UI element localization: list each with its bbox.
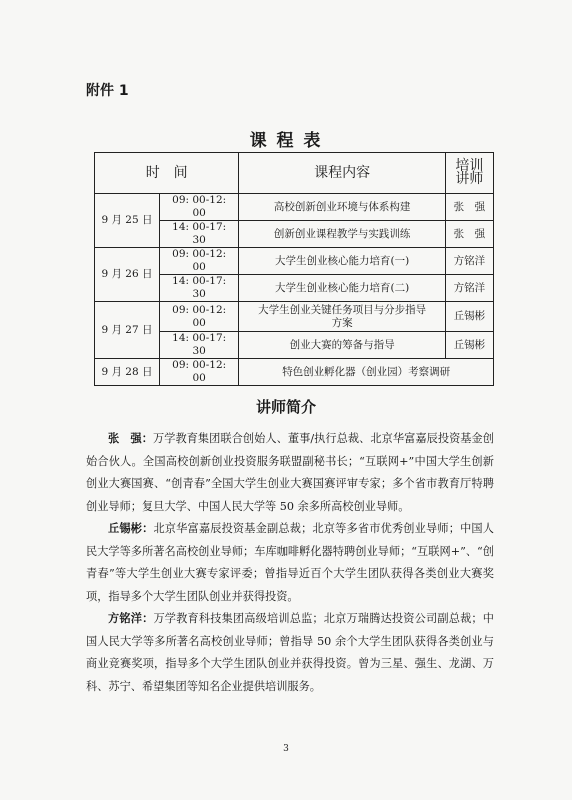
trainer-cell: 丘锡彬 (445, 302, 493, 332)
table-header-row (95, 153, 494, 194)
bio-name: 丘锡彬： (108, 521, 154, 535)
header-time: 时 间 (95, 153, 239, 194)
content-cell (239, 302, 445, 332)
content-cell: 大学生创业核心能力培育(一) (239, 248, 445, 275)
header-content: 课程内容 (239, 153, 445, 194)
bio-text: 万学教育集团联合创始人、董事/执行总裁、北京华富嘉辰投资基金创始合伙人。全国高校创新创业投资服务联盟副秘书长；“互联网+”中国大学生创新创业大赛国赛、“创青春”全国大学生创业大赛国赛评审专家；多个省市教育厅特聘创业导师；复旦大学、中国人民大学等 50 余多所高校创业导师。 (86, 432, 494, 513)
time-cell: 09: 00-12: 00 (159, 359, 238, 386)
trainer-cell: 张 强 (445, 194, 493, 221)
content-cell: 创新创业课程教学与实践训练 (239, 221, 445, 248)
header-trainer (445, 153, 493, 194)
table-row (95, 359, 494, 386)
page-number: 3 (283, 744, 289, 754)
table-row (95, 302, 494, 332)
time-cell: 09: 00-12: 00 (159, 302, 238, 332)
header-trainer-line2: 讲师 (455, 171, 484, 187)
time-cell: 14: 00-17: 30 (159, 221, 238, 248)
time-cell: 09: 00-12: 00 (159, 248, 238, 275)
trainer-cell: 方铭洋 (445, 248, 493, 275)
trainer-cell: 方铭洋 (445, 275, 493, 302)
time-cell: 14: 00-17: 30 (159, 332, 238, 359)
date-cell: 9 月 28 日 (95, 359, 160, 386)
bio-paragraph (86, 607, 494, 698)
bio-paragraph (86, 517, 494, 608)
content-line1: 大学生创业关键任务项目与分步指导 (258, 303, 427, 316)
trainer-cell: 丘锡彬 (445, 332, 493, 359)
content-cell: 大学生创业核心能力培育(二) (239, 275, 445, 302)
bio-text: 北京华富嘉辰投资基金副总裁；北京等多省市优秀创业导师；中国人民大学等多所著名高校创业导师；车库咖啡孵化器特聘创业导师；“互联网+”、“创青春”等大学生创业大赛专家评委；曾指导近百个大学生团队获得各类创业大赛奖项，指导多个大学生团队创业并获得投资。 (86, 522, 494, 603)
bio-name: 张 强： (108, 431, 153, 445)
bio-paragraph (86, 427, 494, 518)
content-cell: 高校创新创业环境与体系构建 (239, 194, 445, 221)
table-row (95, 248, 494, 275)
trainer-cell: 张 强 (445, 221, 493, 248)
date-cell: 9 月 25 日 (95, 194, 160, 248)
date-cell: 9 月 26 日 (95, 248, 160, 302)
time-cell: 09: 00-12: 00 (159, 194, 238, 221)
date-cell: 9 月 27 日 (95, 302, 160, 359)
bio-text: 万学教育科技集团高级培训总监；北京万瑞腾达投资公司副总裁；中国人民大学等多所著名高校创业导师；曾指导 50 余个大学生团队获得各类创业与商业竞赛奖项，指导多个大学生团队创业并获得投资。曾为三星、强生、龙湖、万科、苏宁、希望集团等知名企业提供培训服务。 (86, 612, 494, 693)
attachment-label: 附件 1 (86, 83, 129, 99)
content-cell: 创业大赛的筹备与指导 (239, 332, 445, 359)
instructors-title: 讲师简介 (255, 398, 316, 416)
schedule-title: 课 程 表 (249, 131, 323, 151)
bio-name: 方铭洋： (108, 611, 154, 625)
time-cell: 14: 00-17: 30 (159, 275, 238, 302)
table-row (95, 194, 494, 221)
header-trainer-line1: 培训 (455, 158, 484, 174)
content-line2: 方案 (331, 316, 353, 329)
content-cell: 特色创业孵化器（创业园）考察调研 (239, 359, 494, 386)
schedule-table (94, 152, 494, 386)
